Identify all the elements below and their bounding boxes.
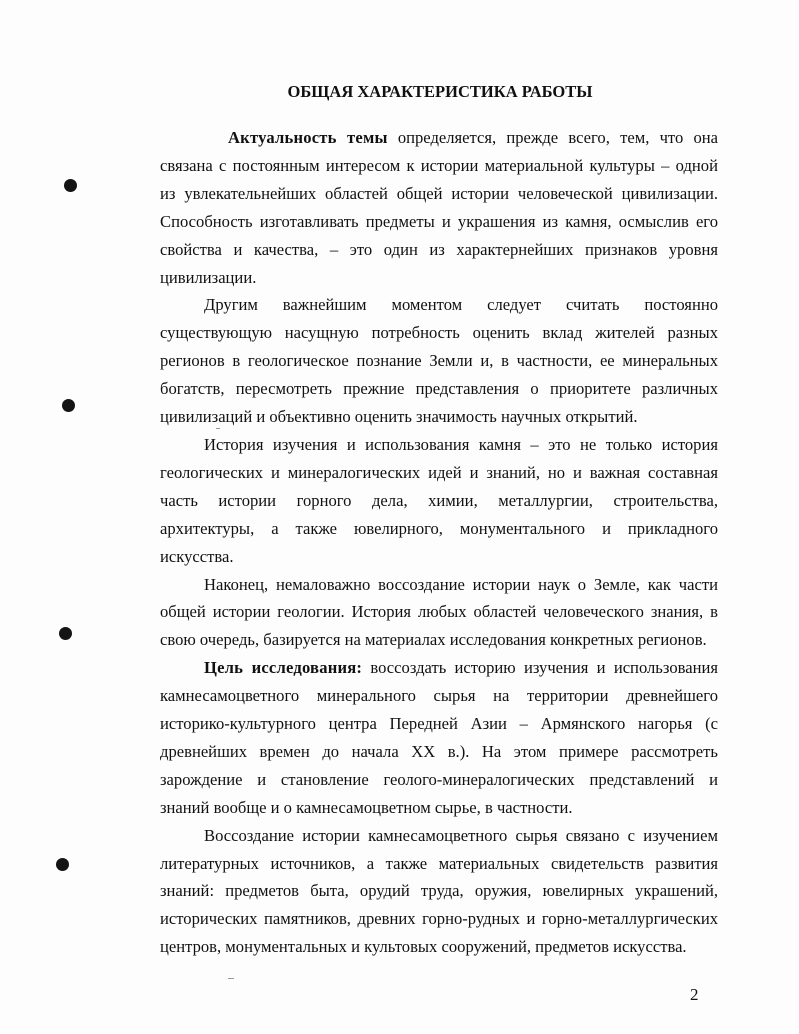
punch-hole-mark <box>59 627 72 640</box>
paragraph-text: определяется, прежде всего, тем, что она связана с постоянным интересом к истории материальной культуры – одной из увлекательнейших областей общей истории человеческой цивилизации. Способность изготавливать предметы и украшения из камня, осмыслив его свойства и качества, – это один из характернейших признаков уровня цивилизации. <box>160 128 718 287</box>
page-title: ОБЩАЯ ХАРАКТЕРИСТИКА РАБОТЫ <box>287 82 593 101</box>
scan-speck <box>228 978 234 979</box>
paragraph: Воссоздание истории камнесамоцветного сырья связано с изучением литературных источников, а также материальных свидетельств развития знаний: предметов быта, орудий труда, оружия, ювелирных украшений, исторических памятников, древних горно-рудных и горно-металлургических центров, монументальных и культовых сооружений, предметов искусства. <box>160 825 718 957</box>
paragraph-text: воссоздать историю изучения и использования камнесамоцветного минерального сырья на территории древнейшего историко-культурного центра Передней Азии – Армянского нагорья (с древнейших времен до начала XX в.). На этом примере рассмотреть зарождение и становление геолого-минералогических представлений и знаний вообще и о камнесамоцветном сырье, в частности. <box>160 658 718 817</box>
paragraph-lead: Цель исследования: <box>204 658 363 678</box>
punch-hole-mark <box>62 399 75 412</box>
paragraph-goal <box>160 654 718 821</box>
page-number: 2 <box>690 985 699 1004</box>
paragraph: Другим важнейшим моментом следует считать постоянно существующую насущную потребность оценить вклад жителей разных регионов в геологическое познание Земли и, в частности, ее минеральных богатств, пересмотреть прежние представления о приоритете различных цивилизаций и объективно оценить значимость научных открытий. <box>160 295 718 427</box>
punch-hole-mark <box>64 179 77 192</box>
paragraph-lead: Актуальность темы <box>228 128 388 147</box>
paragraph: История изучения и использования камня – это не только история геологических и минералогических идей и знаний, но и важная составная часть истории горного дела, химии, металлургии, строительства, архитектуры, а также ювелирного, монументального и прикладного искусства. <box>160 434 718 566</box>
body-text <box>160 124 718 961</box>
paragraph: Наконец, немаловажно воссоздание истории наук о Земле, как части общей истории геологии. История любых областей человеческого знания, в свою очередь, базируется на материалах исследования конкретных регионов. <box>160 574 718 650</box>
paragraph-relevance <box>160 124 718 291</box>
punch-hole-mark <box>56 858 69 871</box>
